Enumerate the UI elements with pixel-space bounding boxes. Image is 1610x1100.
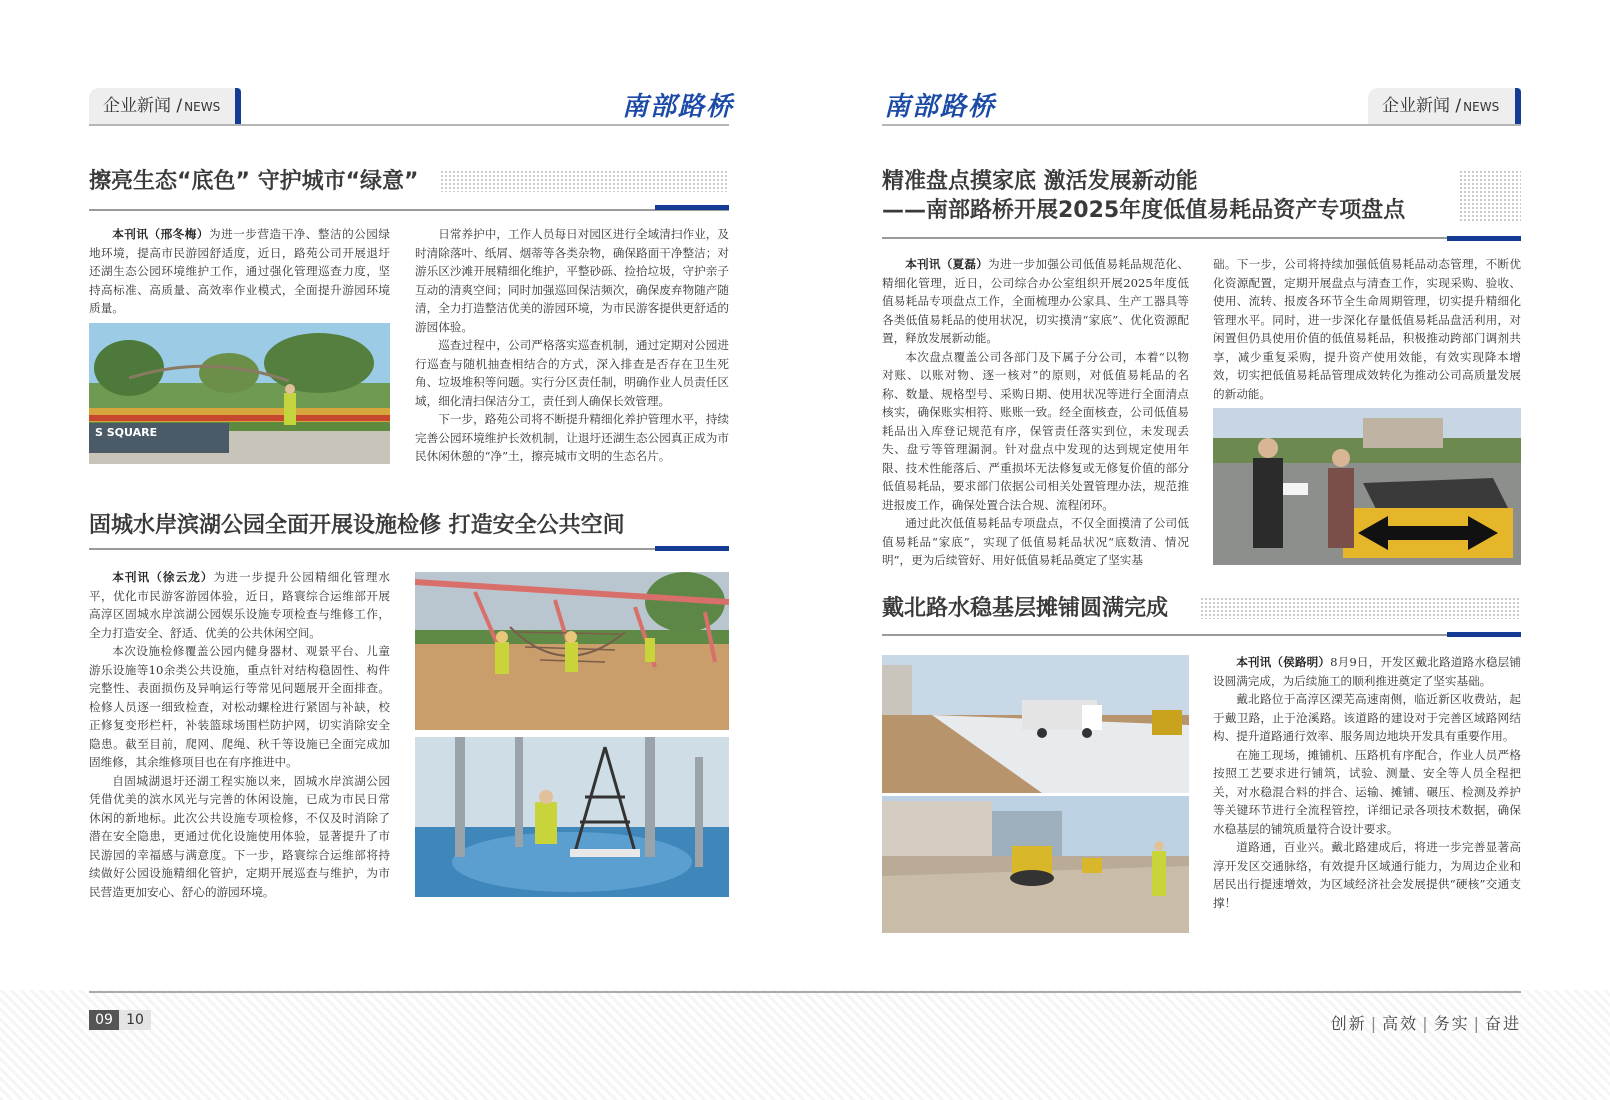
- title-rule-accent: [1447, 632, 1521, 637]
- paragraph: 通过此次低值易耗品专项盘点，不仅全面摸清了公司低值易耗品“家底”，实现了低值易耗品状况“底数清、情况明”，更为后续管好、用好低值易耗品奠定了坚实基: [882, 516, 1189, 567]
- article2-title: 固城水岸滨湖公园全面开展设施检修 打造安全公共空间: [89, 513, 625, 538]
- title-rule-accent: [655, 205, 729, 210]
- park-photo: [89, 323, 390, 464]
- article1-title: 擦亮生态“底色” 守护城市“绿意”: [89, 169, 419, 194]
- category-label: 企业新闻: [1382, 96, 1450, 116]
- paragraph: 为进一步加强公司低值易耗品规范化、精细化管理，近日，公司综合办公室组织开展2025年度低值易耗品专项盘点工作，全面梳理办公家具、生产工器具等各类低值易耗品的使用状况，切实摸清“家底”、优化资源配置，释放发展新动能。: [882, 257, 1189, 345]
- paving-photo-1: [882, 655, 1189, 793]
- playground-photo-2: [415, 737, 729, 897]
- motto-sep: |: [1473, 1014, 1481, 1033]
- paragraph: 础。下一步，公司将持续加强低值易耗品动态管理，不断优化资源配置，定期开展盘点与清查工作，实现采购、验收、使用、流转、报废各环节全生命周期管理，切实提升精细化管理水平。同时，进一步深化存量低值易耗品盘活利用，对闲置但仍具使用价值的低值易耗品，积极推动跨部门调剂共享，减少重复采购，提升资产使用效能，有效实现降本增效，切实把低值易耗品管理成效转化为推动公司高质量发展的新动能。: [1213, 257, 1521, 401]
- photo-sign-text: S SQUARE: [95, 426, 158, 439]
- category-en: NEWS: [184, 100, 221, 114]
- playground-photo-1: [415, 572, 729, 730]
- category-label: 企业新闻: [103, 96, 171, 116]
- paragraph: 戴北路位于高淳区溧芜高速南侧，临近新区收费站，起于戴卫路，止于沧溪路。该道路的建设对于完善区域路网结构、提升道路通行效率、服务周边地块开发具有重要作用。: [1213, 692, 1521, 743]
- byline: 本刊讯（徐云龙）: [112, 570, 214, 584]
- byline: 本刊讯（侯路明）: [1236, 655, 1331, 669]
- paragraph: 本次设施检修覆盖公园内健身器材、观景平台、儿童游乐设施等10余类公共设施，重点针对结构稳固性、构件完整性、表面损伤及异响运行等常见问题展开全面排查。检修人员逐一细致检查，对松动螺栓进行紧固与补缺，校正修复变形栏杆，补装篮球场围栏防护网，切实消除安全隐患。截至目前，爬网、爬绳、秋千等设施已全面完成加固维修，其余维修项目也在有序推进中。: [89, 644, 390, 769]
- footer-motto: [1331, 1011, 1521, 1034]
- article3-title-line2: ——南部路桥开展2025年度低值易耗品资产专项盘点: [882, 198, 1406, 223]
- motto-sep: |: [1422, 1014, 1430, 1033]
- paragraph: 8月9日，开发区戴北路道路水稳层铺设圆满完成，为后续施工的顺利推进奠定了坚实基础。: [1213, 655, 1521, 688]
- paragraph: 道路通，百业兴。戴北路建成后，将进一步完善显著高淳开发区交通脉络，有效提升区域通行能力，为周边企业和居民出行提速增效，为区域经济社会发展提供“硬核”交通支撑！: [1213, 840, 1521, 910]
- article3-col1: [882, 255, 1189, 570]
- title-dots: [440, 170, 728, 192]
- title-rule: [882, 237, 1521, 239]
- paragraph: 为进一步提升公园精细化管理水平，优化市民游客游园体验，近日，路寰综合运维部开展高淳区固城水岸滨湖公园娱乐设施专项检查与维修工作，全力打造安全、舒适、优美的公共休闲空间。: [89, 570, 390, 640]
- brand-logo-left: 南部路桥: [622, 92, 735, 122]
- page-number-right: 10: [119, 1010, 151, 1030]
- article3-title-line1: 精准盘点摸家底 激活发展新动能: [882, 169, 1198, 194]
- footer-background: [0, 990, 1610, 1100]
- paragraph: 为进一步营造干净、整洁的公园绿地环境，提高市民游园舒适度，近日，路苑公司开展退圩还湖生态公园环境维护工作，通过强化管理巡查力度，坚持高标准、高质量、高效率作业模式，全面提升游园环境质量。: [89, 227, 390, 315]
- title-rule-accent: [655, 546, 729, 551]
- article1-col1: [89, 225, 390, 318]
- category-tab-right: [1368, 88, 1521, 124]
- category-sep: /: [176, 96, 183, 116]
- page-number-left: 09: [89, 1010, 119, 1030]
- article4-text: [1213, 653, 1521, 912]
- title-dots: [1200, 597, 1521, 619]
- motto-word: 奋进: [1484, 1014, 1521, 1033]
- title-rule: [89, 209, 729, 211]
- header-rule-left: [89, 124, 729, 126]
- title-rule: [89, 548, 729, 550]
- article1-col2: [415, 225, 729, 466]
- title-rule-accent: [1447, 236, 1521, 241]
- byline: 本刊讯（邢冬梅）: [112, 227, 209, 241]
- motto-word: 务实: [1433, 1014, 1470, 1033]
- brand-logo-right: 南部路桥: [884, 92, 997, 122]
- category-en: NEWS: [1463, 100, 1500, 114]
- category-sep: /: [1455, 96, 1462, 116]
- motto-word: 高效: [1382, 1014, 1419, 1033]
- category-accent: [235, 88, 241, 124]
- title-dots: [1459, 170, 1521, 222]
- byline: 本刊讯（夏磊）: [905, 257, 989, 271]
- footer-rule: [89, 991, 1521, 993]
- category-tab-left: [89, 88, 241, 124]
- article4-title: 戴北路水稳基层摊铺圆满完成: [882, 596, 1169, 621]
- paragraph: 日常养护中，工作人员每日对园区进行全域清扫作业，及时清除落叶、纸屑、烟蒂等各类杂物，确保路面干净整洁；对游乐区沙滩开展精细化维护，平整砂砾、捡拾垃圾，守护亲子互动的清爽空间；同时加强巡回保洁频次，确保废弃物随产随清，全力打造整洁优美的游园环境，为市民游客提供更舒适的游园体验。: [415, 227, 729, 334]
- inventory-photo: [1213, 408, 1521, 565]
- paving-photo-2: [882, 796, 1189, 933]
- category-accent: [1515, 88, 1521, 124]
- title-rule: [882, 634, 1521, 636]
- article3-col2: [1213, 255, 1521, 403]
- paragraph: 自固城湖退圩还湖工程实施以来，固城水岸滨湖公园凭借优美的滨水风光与完善的休闲设施，已成为市民日常休闲的新地标。此次公共设施专项检修，不仅及时消除了潜在安全隐患，更通过优化设施使用体验，显著提升了市民游园的幸福感与满意度。下一步，路寰综合运维部将持续做好公园设施精细化管护，定期开展巡查与维护，为市民营造更加安心、舒心的游园环境。: [89, 773, 390, 899]
- header-rule-right: [882, 124, 1521, 126]
- motto-sep: |: [1370, 1014, 1379, 1033]
- paragraph: 在施工现场，摊铺机、压路机有序配合，作业人员严格按照工艺要求进行铺筑，试验、测量、安全等人员全程把关，对水稳混合料的拌合、运输、摊铺、碾压、检测及养护等关键环节进行全流程管控，详细记录各项技术数据，确保水稳基层的铺筑质量符合设计要求。: [1213, 747, 1521, 836]
- paragraph: 巡查过程中，公司严格落实巡查机制，通过定期对公园进行巡查与随机抽查相结合的方式，深入排查是否存在卫生死角、垃圾堆积等问题。实行分区责任制，明确作业人员责任区域，细化清扫保洁分工，责任到人确保长效管理。: [415, 338, 729, 408]
- paragraph: 下一步，路苑公司将不断提升精细化养护管理水平，持续完善公园环境维护长效机制，让退圩还湖生态公园真正成为市民休闲休憩的“净”土，擦亮城市文明的生态名片。: [415, 412, 729, 463]
- motto-word: 创新: [1330, 1014, 1367, 1033]
- article2-text: [89, 568, 390, 901]
- paragraph: 本次盘点覆盖公司各部门及下属子分公司，本着“以物对账、以账对物、逐一核对”的原则，对低值易耗品的名称、数量、规格型号、采购日期、使用状况等进行全面清点核实，确保账实相符、账账一致。经全面核查，公司低值易耗品出入库登记规范有序，保管责任落实到位，未发现丢失、盘亏等管理漏洞。针对盘点中发现的达到规定使用年限、技术性能落后、严重损坏无法修复或无修复价值的部分低值易耗品，要求部门依据公司相关处置管理办法，规范推进报废工作，确保处置合法合规、流程闭环。: [882, 349, 1189, 512]
